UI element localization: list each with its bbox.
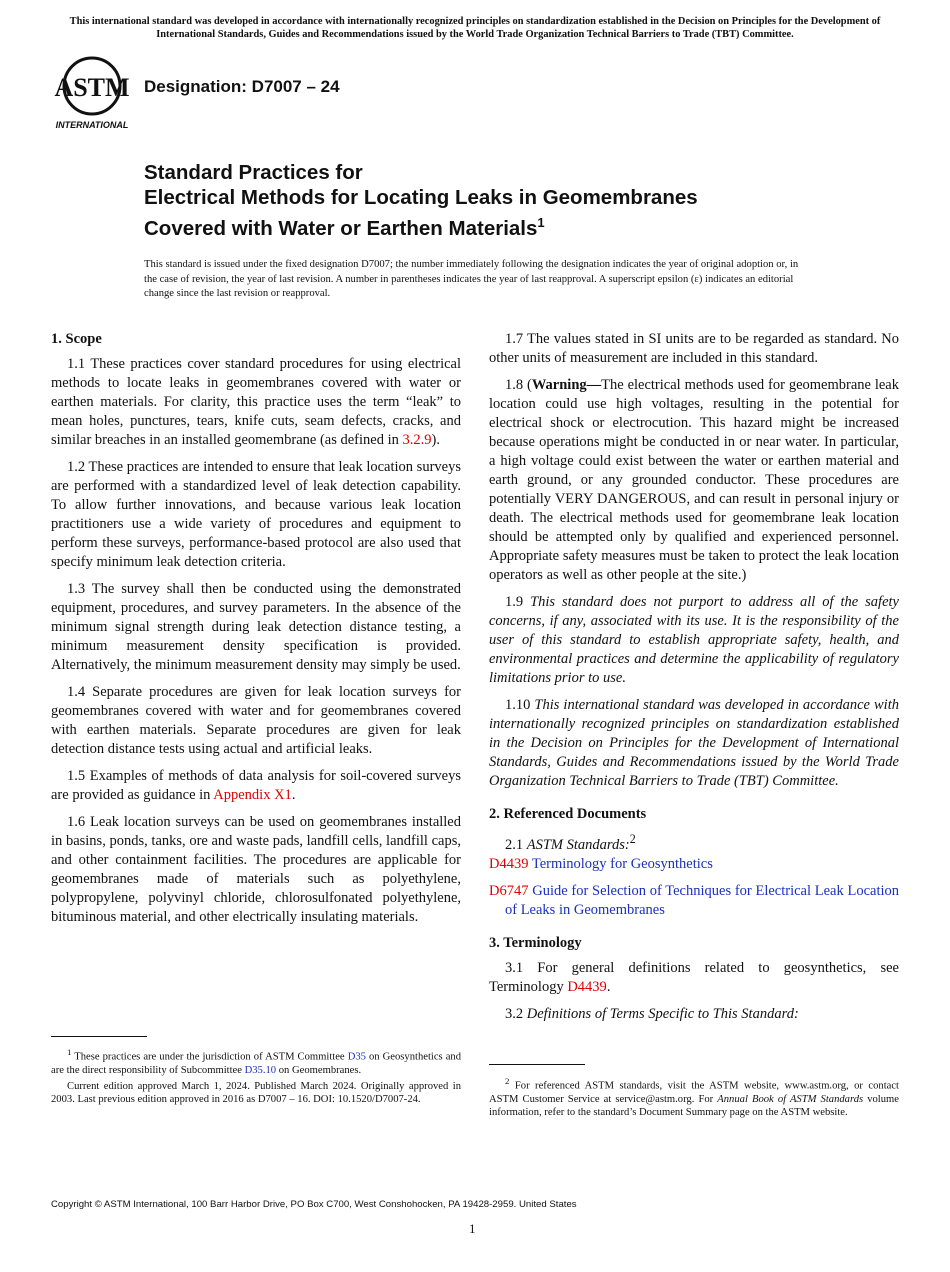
right-column (489, 330, 899, 1032)
title-line-2: Electrical Methods for Locating Leaks in Geomembranes (144, 186, 698, 209)
ref-d6747: D6747 Guide for Selection of Techniques for Electrical Leak Location of Leaks in Geomembranes (489, 882, 899, 918)
para-1-9: 1.9 This standard does not purport to address all of the safety concerns, if any, associated with its use. It is the responsibility of the user of this standard to establish appropriate safety, health, and environmental practices and determine the applicability of regulatory limitations prior to use. (489, 594, 899, 686)
ref-d4439: D4439 Terminology for Geosynthetics (489, 855, 713, 872)
footnote-1: $^1$ These practices are under the jurisdiction of ASTM Committee D35 on Geosynthetics and are the direct responsibility of Subcommittee D35.10 on Geomembranes. Current edition approved March 1, 2024. Published March 2024. Originally approved in 2003. Last previous edition approved in 2016 as D7007 – 16. DOI: 10.1520/D7007-24. (51, 1047, 461, 1106)
footnote-rule-right (489, 1064, 585, 1065)
title-line-1: Standard Practices for (144, 161, 363, 184)
link-d4439[interactable]: D4439 (489, 855, 529, 872)
footnote-rule-left (51, 1036, 147, 1037)
link-3-2-9[interactable]: 3.2.9 (402, 432, 432, 448)
designation: Designation: D7007 – 24 (144, 77, 340, 96)
title-line-3: Covered with Water or Earthen Materials$^1$ (144, 215, 545, 240)
logo-subtext: INTERNATIONAL (55, 120, 129, 130)
footnote-2: $^2$ For referenced ASTM standards, visit the ASTM website, www.astm.org, or contact ASTM Customer Service at service@astm.org. For Annual Book of ASTM Standards volume information, refer to the standard’s Document Summary page on the ASTM website. (489, 1076, 899, 1118)
link-d6747[interactable]: D6747 (489, 882, 529, 899)
para-3-2: 3.2 Definitions of Terms Specific to This Standard: (505, 1005, 799, 1022)
footnote-1-edition: Current edition approved March 1, 2024. Published March 2024. Originally approved in 2003. Last previous edition approved in 2016 as D7007 – 16. DOI: 10.1520/D7007-24. (51, 1080, 461, 1106)
para-1-7: 1.7 The values stated in SI units are to be regarded as standard. No other units of measurement are included in this standard. (489, 331, 899, 366)
top-note: This international standard was developed in accordance with internationally recognized principles on standardization established in the Decision on Principles for the Development of International Standards, Guides and Recommendations issued by the World Trade Organization Technical Barriers to Trade (TBT) Committee. (69, 16, 881, 40)
link-d35-10[interactable]: D35.10 (244, 1064, 277, 1076)
para-1-3: 1.3 The survey shall then be conducted using the demonstrated equipment, procedures, and survey parameters. In the absence of the minimum signal strength during leak detection distance testing, a minimum measurement density specification is provided. Alternatively, the minimum measurement density may simply be used. (51, 581, 461, 673)
para-1-2: 1.2 These practices are intended to ensure that leak location surveys are performed with a standardized level of leak detection capability. To allow further innovations, and because various leak location practitioners use a wide variety of procedures and equipment to perform these surveys, performance-based protocol are also used that specify minimum leak detection criteria. (51, 459, 461, 570)
logo-text: ASTM (54, 73, 130, 102)
para-3-1: 3.1 For general definitions related to geosynthetics, see Terminology D4439. (489, 959, 899, 995)
copyright: Copyright © ASTM International, 100 Barr Harbor Drive, PO Box C700, West Conshohocken, PA 19428-2959. United States (51, 1199, 577, 1210)
link-appendix-x1[interactable]: Appendix X1 (213, 787, 292, 803)
link-d4439-term[interactable]: D4439 (567, 978, 607, 995)
section-1-heading: 1. Scope (51, 331, 102, 347)
astm-logo (52, 56, 138, 132)
page-title (144, 160, 904, 241)
para-1-1: 1.1 These practices cover standard procedures for using electrical methods to locate leaks in geomembranes covered with water or earthen materials. For clarity, this practice uses the term “leak” to mean holes, punctures, tears, knife cuts, seam defects, cracks, and similar breaches in an installed geomembrane (as defined in 3.2.9). (51, 356, 461, 448)
para-1-6: 1.6 Leak location surveys can be used on geomembranes installed in basins, ponds, tanks, ore and waste pads, landfill cells, landfill caps, and other containment facilities. The procedures are applicable for geomembranes made of materials such as polyethylene, polypropylene, polyvinyl chloride, chlorosulfonated polyethylene, bituminous material, and other electrically insulating materials. (51, 814, 461, 925)
para-1-4: 1.4 Separate procedures are given for leak location surveys for geomembranes covered with water and for geomembranes covered with earthen materials. Separate procedures are given for leak detection distance tests using actual and artificial leaks. (51, 684, 461, 757)
para-1-10: 1.10 This international standard was developed in accordance with internationally recognized principles on standardization established in the Decision on Principles for the Development of International Standards, Guides and Recommendations issued by the World Trade Organization Technical Barriers to Trade (TBT) Committee. (489, 697, 899, 789)
page-number: 1 (469, 1221, 476, 1236)
title-footnote-mark: 1 (537, 215, 545, 230)
link-d35[interactable]: D35 (347, 1051, 366, 1063)
para-1-8: 1.8 (Warning—The electrical methods used for geomembrane leak location could use high voltages, resulting in the potential for electrical shock or electrocution. This hazard might be increased because operations might be conducted in or near water. In particular, a high voltage could exist between the water or earthen material and earth ground, or any grounded conductor. These procedures are potentially VERY DANGEROUS, and can result in personal injury or death. The electrical methods used for geomembrane leak location should be attempted only by qualified and experienced personnel. Appropriate safety measures must be taken to protect the leak location operators as well as other people at the site.) (489, 377, 899, 583)
para-2-1: 2.1 ASTM Standards:$^2$ (505, 832, 636, 853)
section-3-heading: 3. Terminology (489, 934, 582, 951)
issued-note: This standard is issued under the fixed designation D7007; the number immediately following the designation indicates the year of original adoption or, in the case of revision, the year of last revision. A number in parentheses indicates the year of last reapproval. A superscript epsilon (ε) indicates an editorial change since the last revision or reapproval. (144, 259, 799, 300)
section-2-heading: 2. Referenced Documents (489, 806, 647, 822)
left-column (51, 330, 461, 935)
para-1-5: 1.5 Examples of methods of data analysis for soil-covered surveys are provided as guidance in Appendix X1. (51, 768, 461, 803)
